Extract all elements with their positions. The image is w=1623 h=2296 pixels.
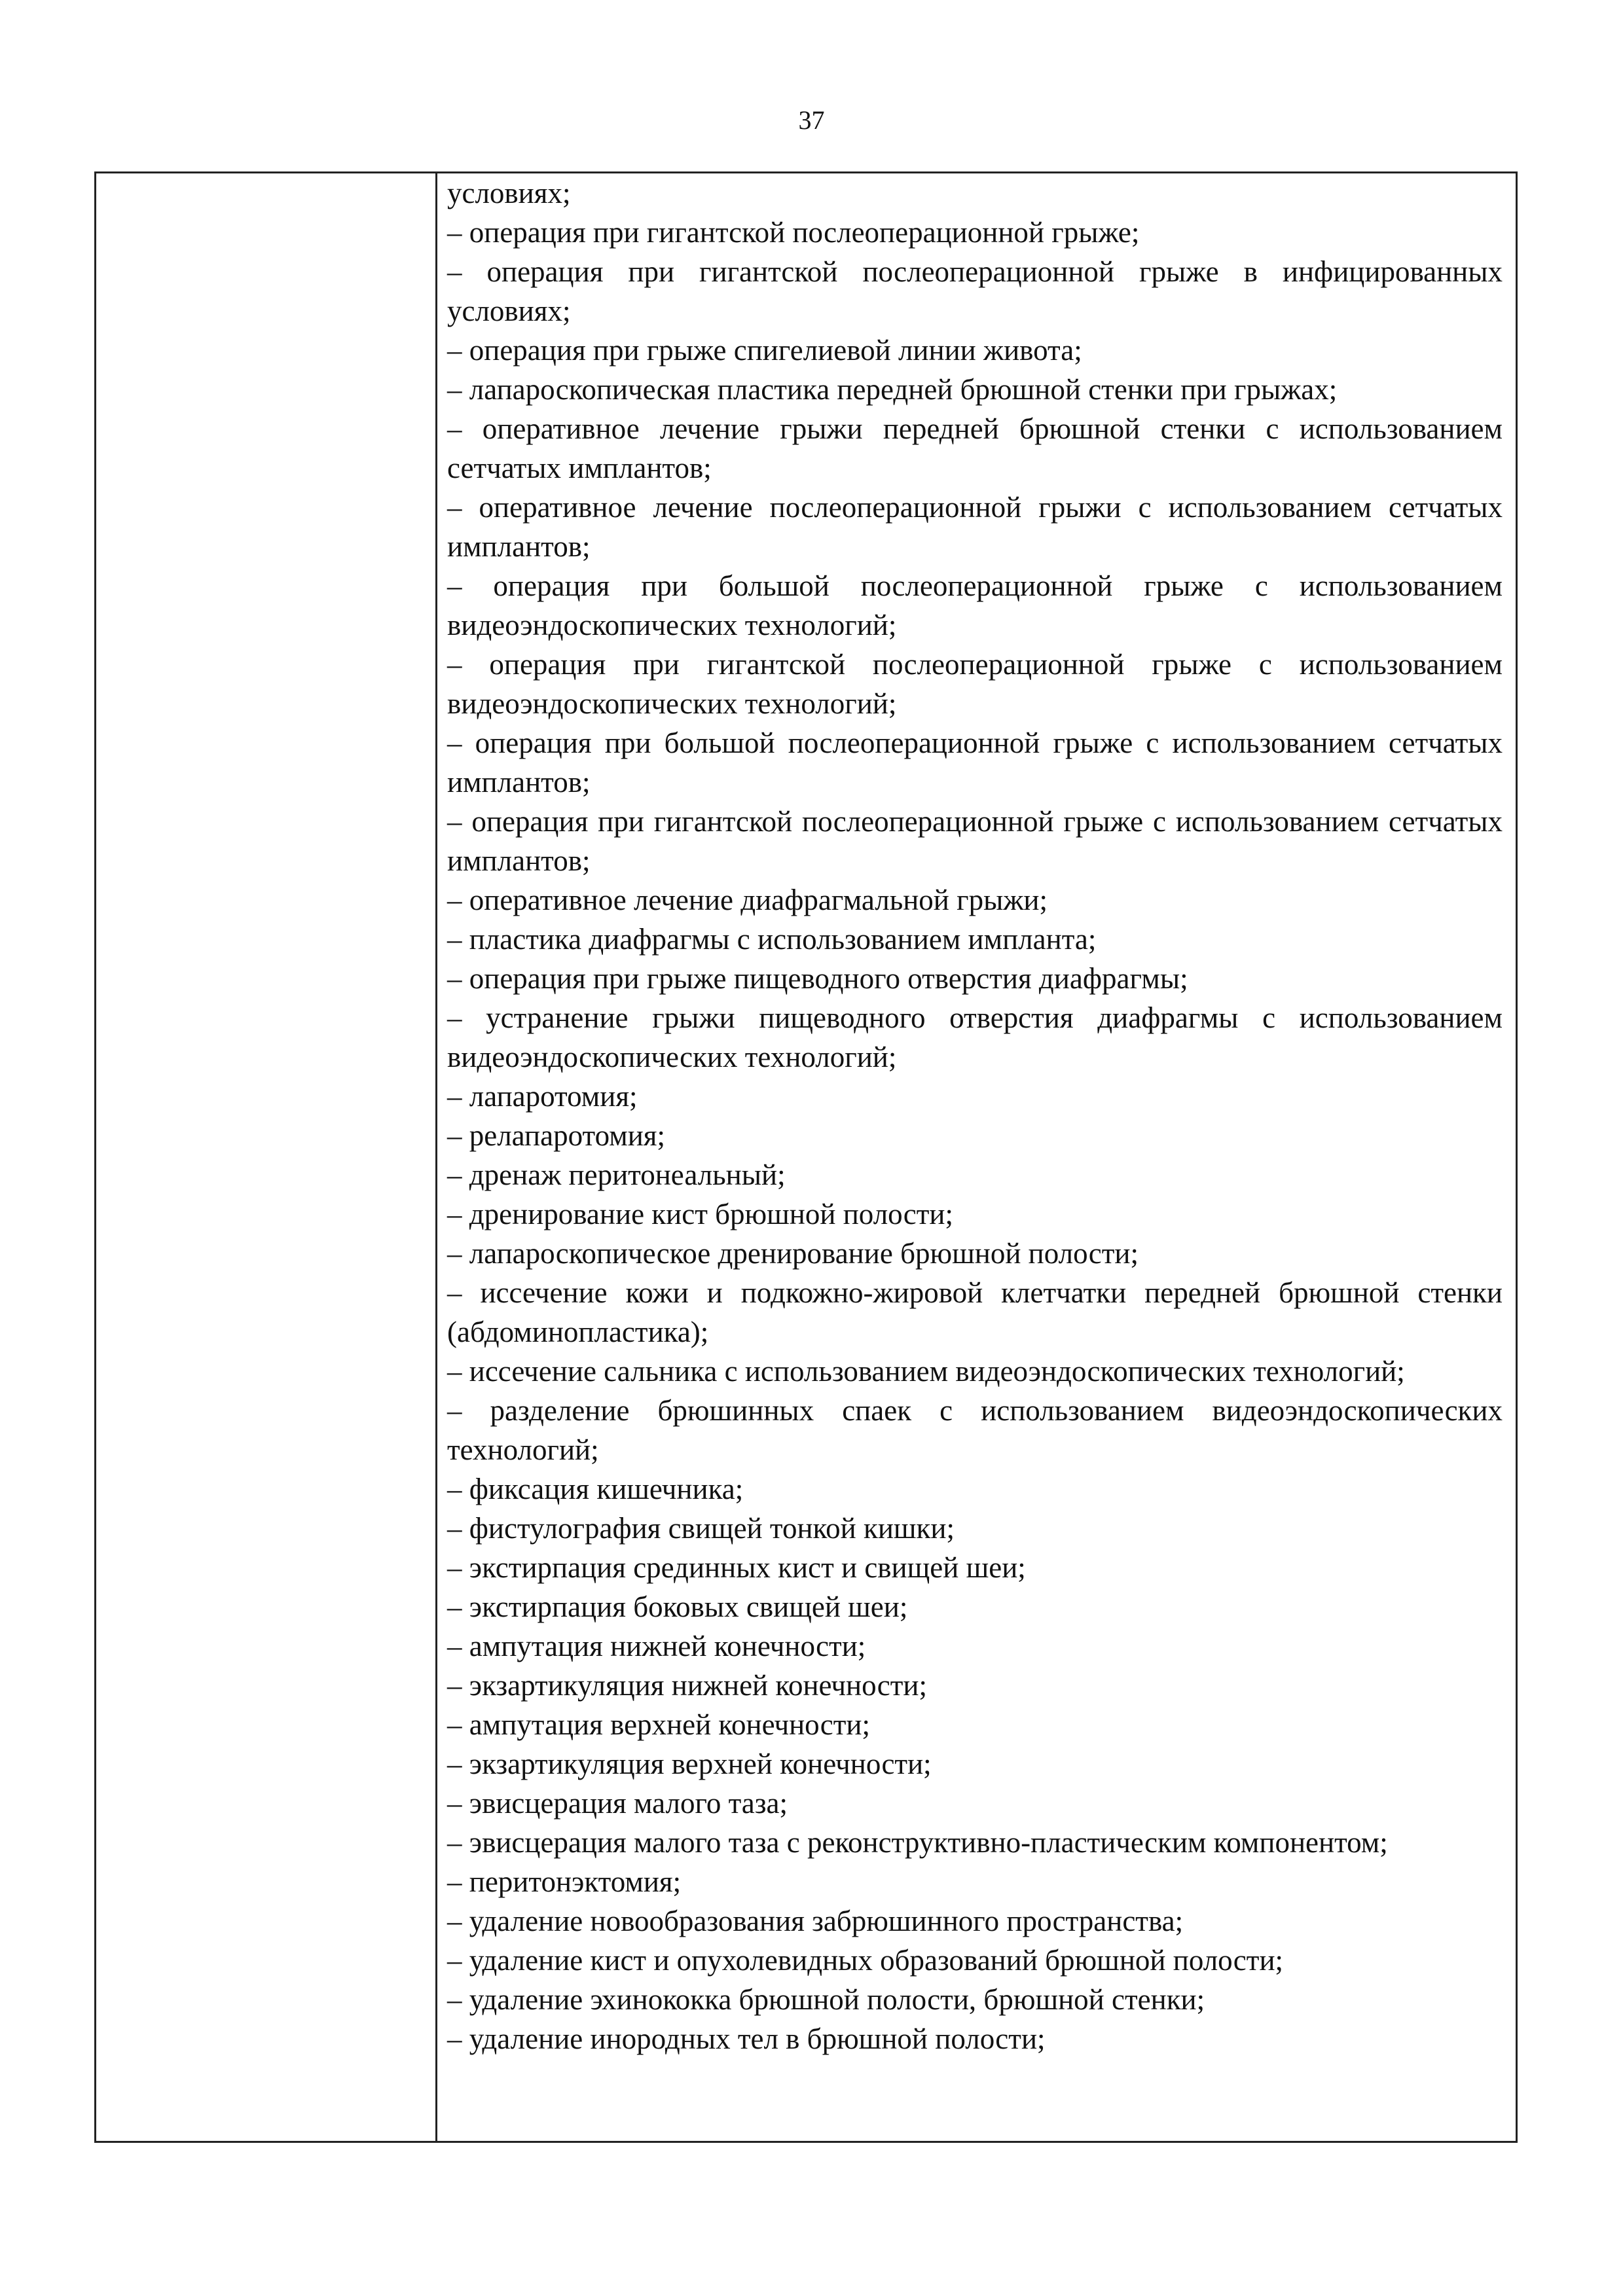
list-item: – эвисцерация малого таза; [447,1787,788,1820]
list-item: – пластика диафрагмы с использованием импланта; [447,923,1097,956]
page-number: 37 [798,105,825,135]
list-item: – иссечение кожи и подкожно-жировой клетчатки передней брюшной стенки (абдоминопластика); [447,1276,1503,1348]
list-item: – фистулография свищей тонкой кишки; [447,1512,955,1545]
list-item: – релапаротомия; [447,1119,665,1152]
list-item: – удаление эхинококка брюшной полости, брюшной стенки; [447,1983,1205,2016]
list-item: – фиксация кишечника; [447,1473,744,1505]
list-item: – удаление новообразования забрюшинного пространства; [447,1905,1184,1937]
list-item: – иссечение сальника с использованием видеоэндоскопических технологий; [447,1355,1405,1388]
list-item: – экстирпация срединных кист и свищей шеи; [447,1551,1026,1584]
list-item: – ампутация верхней конечности; [447,1708,870,1741]
list-item: – дренирование кист брюшной полости; [447,1198,953,1230]
list-item: – операция при большой послеоперационной грыже с использованием сетчатых имплантов; [447,726,1503,798]
list-item: – операция при гигантской послеоперационной грыже в инфицированных условиях; [447,255,1503,327]
list-item: – операция при гигантской послеоперационной грыже с использованием видеоэндоскопических технологий; [447,648,1503,720]
list-item: – удаление инородных тел в брюшной полости; [447,2022,1046,2055]
list-item: – ампутация нижней конечности; [447,1630,866,1662]
list-item: – оперативное лечение послеоперационной грыжи с использованием сетчатых имплантов; [447,491,1503,563]
list-item: – экстирпация боковых свищей шеи; [447,1590,908,1623]
document-table [94,171,1518,2143]
list-item: – лапароскопическая пластика передней брюшной стенки при грыжах; [447,373,1338,406]
list-item: – удаление кист и опухолевидных образований брюшной полости; [447,1944,1284,1977]
list-item: – разделение брюшинных спаек с использованием видеоэндоскопических технологий; [447,1394,1503,1466]
list-item: – лапаротомия; [447,1080,638,1113]
list-item: – перитонэктомия; [447,1865,682,1898]
list-item: – операция при большой послеоперационной грыже с использованием видеоэндоскопических технологий; [447,569,1503,641]
list-item: – дренаж перитонеальный; [447,1158,786,1191]
list-item: – эвисцерация малого таза с реконструктивно-пластическим компонентом; [447,1826,1388,1859]
list-item: – операция при грыже пищеводного отверстия диафрагмы; [447,962,1188,995]
list-item: – оперативное лечение грыжи передней брюшной стенки с использованием сетчатых имплантов; [447,412,1503,484]
list-item: – операция при грыже спигелиевой линии живота; [447,334,1082,367]
list-item: – экзартикуляция верхней конечности; [447,1748,932,1780]
list-item: – операция при гигантской послеоперационной грыже; [447,216,1140,249]
list-item: – устранение грыжи пищеводного отверстия диафрагмы с использованием видеоэндоскопических технологий; [447,1001,1503,1073]
left-cell [96,173,435,2141]
list-item: условиях; [447,177,571,209]
list-item: – операция при гигантской послеоперационной грыже с использованием сетчатых имплантов; [447,805,1503,877]
procedure-list [447,173,1503,2058]
column-divider [435,173,437,2141]
list-item: – экзартикуляция нижней конечности; [447,1669,927,1702]
right-cell [447,173,1503,2141]
list-item: – лапароскопическое дренирование брюшной полости; [447,1237,1139,1270]
list-item: – оперативное лечение диафрагмальной грыжи; [447,884,1048,916]
